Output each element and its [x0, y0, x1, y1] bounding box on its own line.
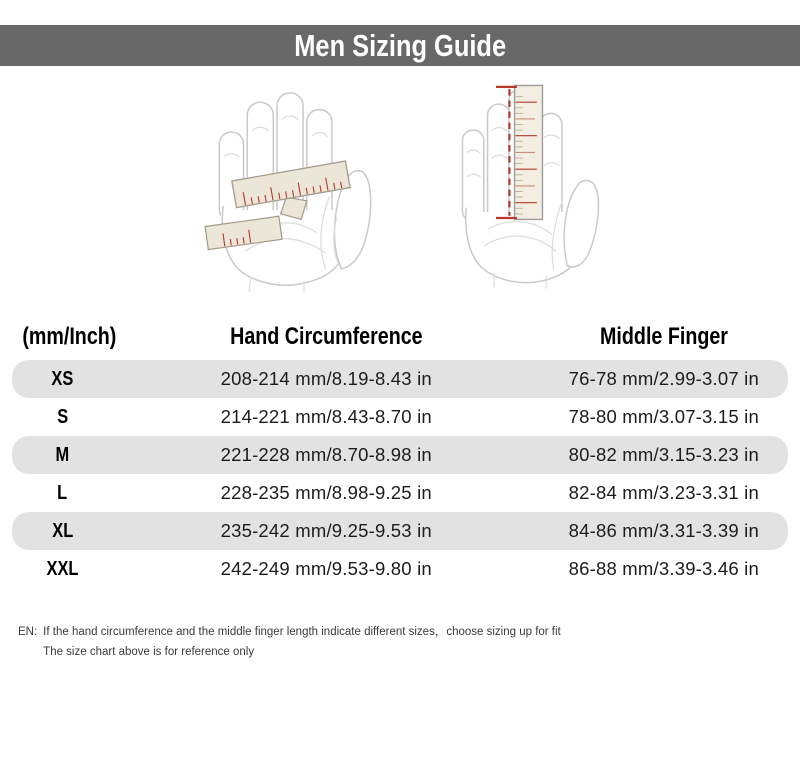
size-label: M	[55, 443, 70, 466]
hand-circumference-value: 242-249 mm/9.53-9.80 in	[220, 558, 432, 579]
size-label: XXL	[46, 557, 79, 580]
table-row	[12, 474, 788, 512]
table-header-row	[12, 314, 788, 360]
hand-circumference-value: 214-221 mm/8.43-8.70 in	[220, 406, 432, 427]
sizing-table	[12, 314, 788, 588]
size-label: XL	[51, 519, 73, 542]
title-bar	[0, 25, 800, 66]
middle-finger-value: 84-86 mm/3.31-3.39 in	[568, 520, 759, 541]
middle-finger-value: 80-82 mm/3.15-3.23 in	[568, 444, 759, 465]
table-row	[12, 398, 788, 436]
measurement-illustrations	[0, 66, 800, 312]
size-label: S	[56, 405, 68, 428]
footnote	[18, 622, 800, 662]
hand-circumference-illustration	[197, 78, 383, 292]
column-header-unit: (mm/Inch)	[22, 323, 117, 350]
hand-circumference-value: 208-214 mm/8.19-8.43 in	[220, 368, 432, 389]
middle-finger-value: 78-80 mm/3.07-3.15 in	[568, 406, 759, 427]
middle-finger-value: 76-78 mm/2.99-3.07 in	[568, 368, 759, 389]
middle-finger-illustration	[455, 78, 604, 292]
column-header-hand-circumference: Hand Circumference	[230, 323, 423, 350]
table-row	[12, 436, 788, 474]
middle-finger-value: 86-88 mm/3.39-3.46 in	[568, 558, 759, 579]
footnote-language-prefix: EN:	[18, 626, 38, 638]
hand-circumference-value: 221-228 mm/8.70-8.98 in	[220, 444, 432, 465]
column-header-middle-finger: Middle Finger	[599, 323, 728, 350]
size-label: XS	[51, 367, 74, 390]
size-label: L	[57, 481, 68, 504]
footnote-line1: If the hand circumference and the middle finger length indicate different sizes，choose sizing up for fit	[43, 626, 561, 638]
table-row	[12, 512, 788, 550]
table-row	[12, 360, 788, 398]
footnote-line2: The size chart above is for reference only	[43, 646, 255, 659]
hand-circumference-value: 228-235 mm/8.98-9.25 in	[220, 482, 432, 503]
hand-circumference-value: 235-242 mm/9.25-9.53 in	[220, 520, 432, 541]
middle-finger-value: 82-84 mm/3.23-3.31 in	[568, 482, 759, 503]
table-row	[12, 550, 788, 588]
footnote-text	[43, 622, 561, 662]
page-title: Men Sizing Guide	[294, 28, 506, 63]
